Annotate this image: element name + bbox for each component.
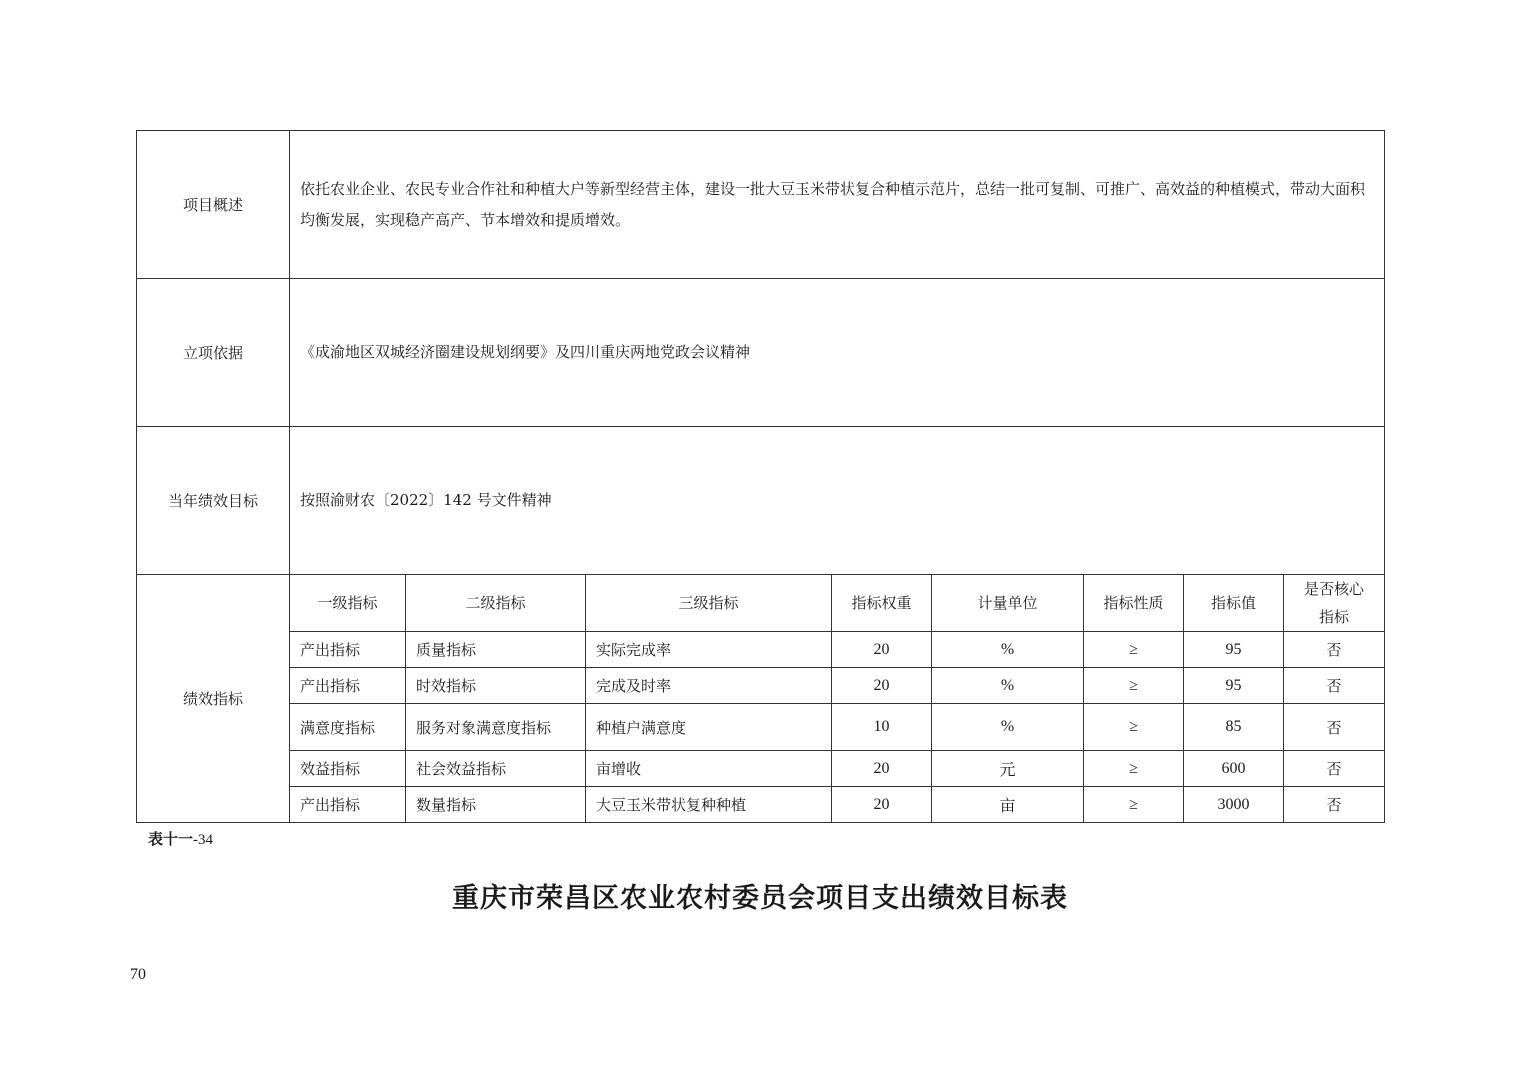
annual-goal-row: [137, 427, 1385, 575]
row-level1: 产出指标: [290, 668, 406, 704]
row-weight: 20: [832, 632, 932, 668]
row-unit: %: [932, 632, 1084, 668]
row-unit: %: [932, 704, 1084, 751]
row-level3: 实际完成率: [586, 632, 832, 668]
header-unit: 计量单位: [932, 575, 1084, 632]
row-level1: 产出指标: [290, 787, 406, 823]
row-value: 3000: [1184, 787, 1284, 823]
row-weight: 20: [832, 751, 932, 787]
row-level2: 时效指标: [406, 668, 586, 704]
row-level1: 效益指标: [290, 751, 406, 787]
row-weight: 20: [832, 668, 932, 704]
overview-row: [137, 131, 1385, 279]
row-core: 否: [1284, 704, 1385, 751]
overview-text: 依托农业企业、农民专业合作社和种植大户等新型经营主体，建设一批大豆玉米带状复合种植示范片，总结一批可复制、可推广、高效益的种植模式，带动大面积均衡发展，实现稳产高产、节本增效和提质增效。: [290, 131, 1385, 279]
row-level1: 满意度指标: [290, 704, 406, 751]
table-row: [137, 751, 1385, 787]
row-nature: ≥: [1084, 632, 1184, 668]
row-nature: ≥: [1084, 751, 1184, 787]
row-nature: ≥: [1084, 668, 1184, 704]
row-unit: 元: [932, 751, 1084, 787]
row-level2: 数量指标: [406, 787, 586, 823]
row-level2: 服务对象满意度指标: [406, 704, 586, 751]
annual-goal-text: 按照渝财农〔2022〕142 号文件精神: [290, 427, 1385, 575]
table-row: [137, 668, 1385, 704]
row-core: 否: [1284, 668, 1385, 704]
row-level3: 完成及时率: [586, 668, 832, 704]
header-level2: 二级指标: [406, 575, 586, 632]
table-number-prefix: 表十一: [148, 830, 194, 848]
row-core: 否: [1284, 787, 1385, 823]
overview-label: 项目概述: [137, 131, 290, 279]
table-row: [137, 632, 1385, 668]
row-level3: 亩增收: [586, 751, 832, 787]
row-level2: 质量指标: [406, 632, 586, 668]
row-value: 95: [1184, 632, 1284, 668]
header-value: 指标值: [1184, 575, 1284, 632]
header-nature: 指标性质: [1084, 575, 1184, 632]
row-level1: 产出指标: [290, 632, 406, 668]
row-unit: 亩: [932, 787, 1084, 823]
row-value: 95: [1184, 668, 1284, 704]
table-row: [137, 704, 1385, 751]
page-number: 70: [130, 966, 146, 983]
row-value: 85: [1184, 704, 1284, 751]
row-core: 否: [1284, 751, 1385, 787]
row-level3: 种植户满意度: [586, 704, 832, 751]
performance-table: [136, 130, 1385, 823]
basis-row: [137, 279, 1385, 427]
indicators-label: 绩效指标: [137, 575, 290, 823]
table-row: [137, 787, 1385, 823]
row-weight: 10: [832, 704, 932, 751]
basis-text: 《成渝地区双城经济圈建设规划纲要》及四川重庆两地党政会议精神: [290, 279, 1385, 427]
table-number-suffix: -34: [193, 832, 214, 848]
row-unit: %: [932, 668, 1084, 704]
indicator-header-row: [137, 575, 1385, 632]
table-number: [148, 828, 213, 849]
row-nature: ≥: [1084, 787, 1184, 823]
header-level1: 一级指标: [290, 575, 406, 632]
row-core: 否: [1284, 632, 1385, 668]
header-core: 是否核心指标: [1284, 575, 1385, 632]
header-level3: 三级指标: [586, 575, 832, 632]
row-level3: 大豆玉米带状复种种植: [586, 787, 832, 823]
basis-label: 立项依据: [137, 279, 290, 427]
annual-goal-label: 当年绩效目标: [137, 427, 290, 575]
document-title: 重庆市荣昌区农业农村委员会项目支出绩效目标表: [452, 883, 1068, 914]
row-level2: 社会效益指标: [406, 751, 586, 787]
row-nature: ≥: [1084, 704, 1184, 751]
row-value: 600: [1184, 751, 1284, 787]
header-weight: 指标权重: [832, 575, 932, 632]
row-weight: 20: [832, 787, 932, 823]
